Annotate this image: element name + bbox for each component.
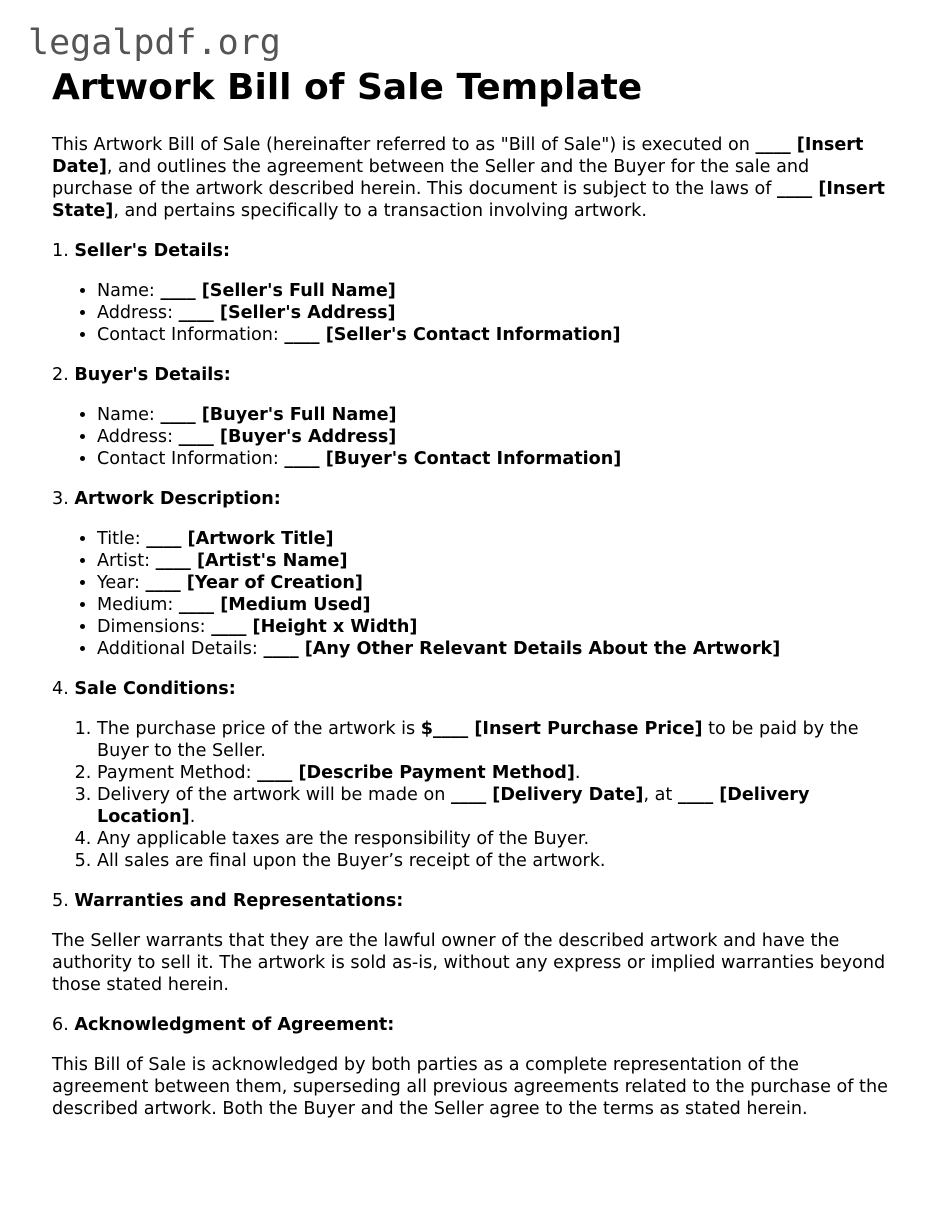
list-item: • Additional Details: ____ [Any Other Relevant Details About the Artwork] [97,638,892,660]
warranties-paragraph: The Seller warrants that they are the lawful owner of the described artwork and have the authority to sell it. The artwork is sold as-is, without any express or implied warranties beyond those stated herein. [52,931,886,995]
list-item: • Artist: ____ [Artist's Name] [97,550,892,572]
list-item: • Title: ____ [Artwork Title] [97,528,892,550]
list-item: • Medium: ____ [Medium Used] [97,594,892,616]
list-item: • Contact Information: ____ [Buyer's Contact Information] [97,448,892,470]
list-item: 2. Payment Method: ____ [Describe Payment Method]. [97,762,892,784]
intro-paragraph: This Artwork Bill of Sale (hereinafter referred to as "Bill of Sale") is executed on ____ [Insert Date], and outlines the agreement between the Seller and the Buyer for the sale and purchase of the artwork described herein. This document is subject to the laws of ____ [Insert State], and pertains specifically to a transaction involving artwork. [52,135,885,221]
list-item: • Address: ____ [Seller's Address] [97,302,892,324]
acknowledgment-paragraph: This Bill of Sale is acknowledged by both parties as a complete representation of the agreement between them, superseding all previous agreements related to the purchase of the described artwork. Both the Buyer and the Seller agree to the terms as stated herein. [52,1055,888,1119]
section-heading-seller: 1. Seller's Details: [52,241,231,261]
seller-details-list [52,280,892,346]
list-item: • Year: ____ [Year of Creation] [97,572,892,594]
section-heading-acknowledgment: 6. Acknowledgment of Agreement: [52,1015,395,1035]
section-heading-warranties: 5. Warranties and Representations: [52,891,404,911]
list-item: • Address: ____ [Buyer's Address] [97,426,892,448]
list-item: 4. Any applicable taxes are the responsibility of the Buyer. [97,828,892,850]
section-heading-artwork: 3. Artwork Description: [52,489,281,509]
list-item: 3. Delivery of the artwork will be made on ____ [Delivery Date], at ____ [Delivery Location]. [97,784,892,828]
buyer-details-list [52,404,892,470]
watermark-logo: legalpdf.org [28,23,281,63]
section-heading-buyer: 2. Buyer's Details: [52,365,231,385]
list-item: • Name: ____ [Seller's Full Name] [97,280,892,302]
section-heading-sale-conditions: 4. Sale Conditions: [52,679,236,699]
artwork-description-list [52,528,892,660]
sale-conditions-list [52,718,892,872]
list-item: 1. The purchase price of the artwork is $____ [Insert Purchase Price] to be paid by the Buyer to the Seller. [97,718,892,762]
list-item: • Contact Information: ____ [Seller's Contact Information] [97,324,892,346]
document-title: Artwork Bill of Sale Template [52,67,643,108]
document-body [52,66,892,1138]
list-item: • Name: ____ [Buyer's Full Name] [97,404,892,426]
list-item: • Dimensions: ____ [Height x Width] [97,616,892,638]
list-item: 5. All sales are final upon the Buyer’s receipt of the artwork. [97,850,892,872]
